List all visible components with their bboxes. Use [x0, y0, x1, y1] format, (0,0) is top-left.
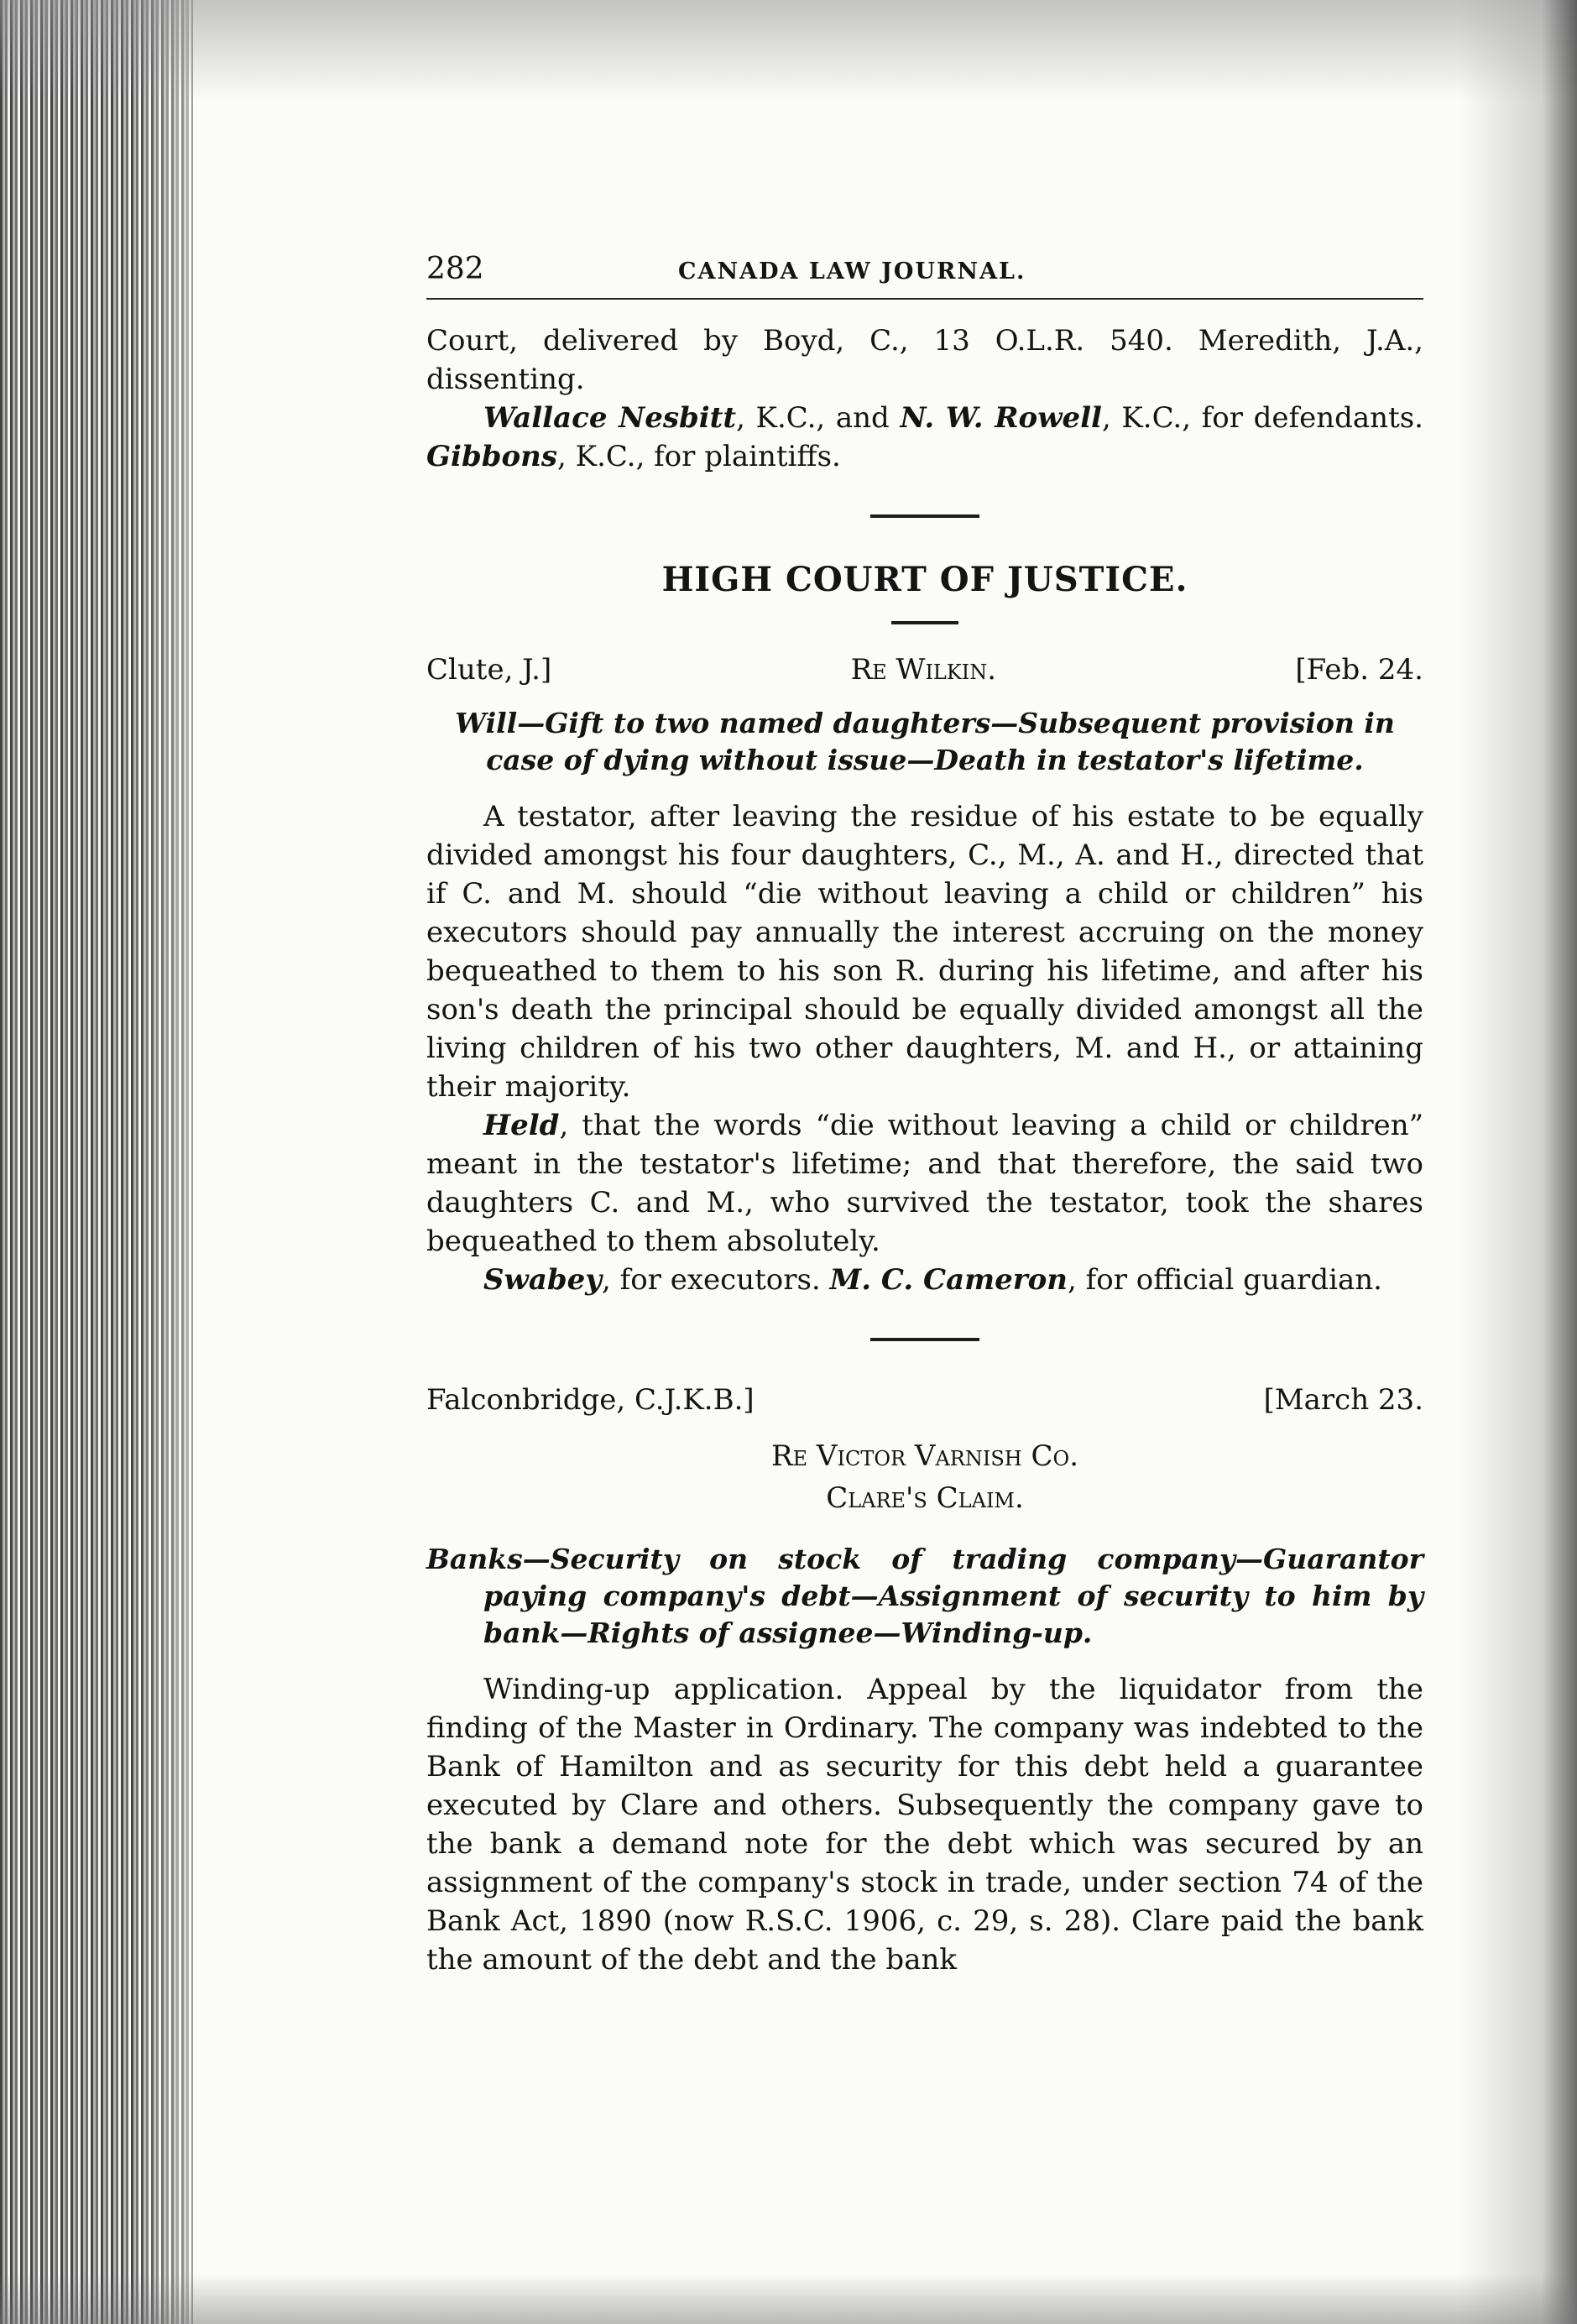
case-paragraph: A testator, after leaving the residue of his estate to be equally divided amongst his four daughters, C., M., A. and H., directed that if C. and M. should “die without leaving a child or children” his executors should pay annually the interest accruing on the money bequeathed to them to his son R. during his lifetime, and after his son's death the principal should be equally divided amongst all the living children of his two other daughters, M. and H., or attaining their majority. — [426, 800, 1423, 1104]
case-paragraph: Winding-up application. Appeal by the liquidator from the finding of the Master in Ordinary. The company was indebted to the Bank of Hamilton and as security for this debt held a guarantee executed by Clare and others. Subsequently the company gave to the bank a demand note for the debt which was secured by an assignment of the company's stock in trade, under section 74 of the Bank Act, 1890 (now R.S.C. 1906, c. 29, s. 28). Clare paid the bank the amount of the debt and the bank — [426, 1673, 1423, 1977]
counsel-name: M. C. Cameron — [829, 1263, 1068, 1297]
counsel-text: , K.C., for defendants. — [1101, 401, 1423, 435]
page-content — [426, 252, 1423, 1979]
case-subtitle: Clare's Claim. — [826, 1481, 1024, 1515]
section-divider — [891, 621, 958, 624]
counsel-name: Wallace Nesbitt — [483, 401, 737, 435]
case-judge: Falconbridge, C.J.K.B.] — [426, 1383, 755, 1417]
case-headnote: Banks—Security on stock of trading company—Guarantor paying company's debt—Assignment of security to him by bank—Rights of assignee—Winding-up. — [426, 1543, 1423, 1649]
case-title: Re Victor Varnish Co. — [771, 1439, 1078, 1473]
case-date: [March 23. — [1263, 1383, 1423, 1417]
page-number: 282 — [426, 252, 484, 286]
case-counsel — [426, 1261, 1423, 1299]
section-divider — [870, 514, 979, 518]
counsel-name: N. W. Rowell — [900, 401, 1102, 435]
held-text: , that the words “die without leaving a child or children” meant in the testator's lifetime; and that therefore, the said two daughters C. and M., who survived the testator, took the shares bequeathed to them absolutely. — [426, 1109, 1423, 1258]
running-title: CANADA LAW JOURNAL. — [678, 259, 1026, 285]
counsel-text: , for executors. — [602, 1263, 830, 1297]
counsel-name: Gibbons — [426, 440, 558, 473]
counsel-name: Swabey — [483, 1263, 603, 1297]
case-holding — [426, 1106, 1423, 1261]
scan-right-edge — [1460, 0, 1577, 2324]
section-divider — [870, 1338, 979, 1341]
scan-top-edge — [0, 0, 1577, 101]
case-headnote: Will—Gift to two named daughters—Subsequent provision in case of dying without issue—Death in testator's lifetime. — [455, 707, 1395, 776]
scan-bottom-edge — [0, 2274, 1577, 2324]
counsel-text: , K.C., and — [736, 401, 901, 435]
case-date: [Feb. 24. — [1295, 653, 1423, 687]
case-line-victor-varnish — [426, 1383, 1423, 1417]
case-line-wilkin — [426, 653, 1423, 687]
prior-case-counsel — [426, 399, 1423, 476]
binding-fade — [134, 0, 252, 2324]
page-header — [426, 252, 1423, 300]
court-heading: HIGH COURT OF JUSTICE. — [661, 560, 1188, 599]
prior-case-conclusion: Court, delivered by Boyd, C., 13 O.L.R. 540. Meredith, J.A., dissenting. — [426, 324, 1423, 396]
case-title: Re Wilkin. — [850, 653, 997, 687]
case-judge: Clute, J.] — [426, 653, 552, 687]
counsel-text: , for official guardian. — [1068, 1263, 1382, 1297]
counsel-text: , K.C., for plaintiffs. — [557, 440, 841, 473]
held-label: Held — [483, 1109, 560, 1142]
